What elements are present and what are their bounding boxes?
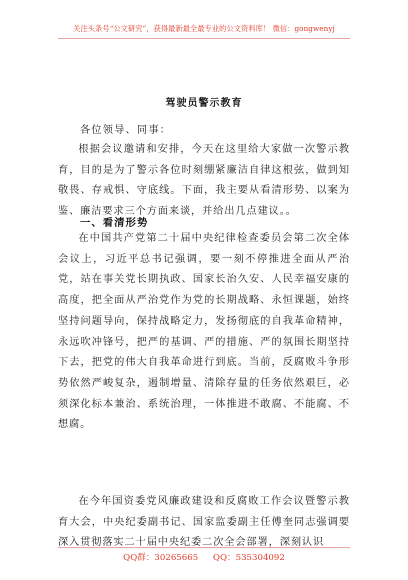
section-paragraph-continued: 在今年国资委党风廉政建设和反腐败工作会议暨警示教育大会，中央纪委副书记、国家监委副主任傅奎同志强调要深入贯彻落实二十届中央纪委二次全会部署，深刻认识 bbox=[58, 496, 350, 549]
salutation: 各位领导、同事： bbox=[80, 125, 172, 136]
footer-qq-contact: QQ：535304092 bbox=[212, 553, 285, 563]
section-paragraph: 在中国共产党第二十届中央纪律检查委员会第二次全体会议上，习近平总书记强调，要一刻不停推进全面从严治党，站在事关党长期执政、国家长治久安、人民幸福安康的高度，把全面从严治党作为党的长期战略、永恒课题，始终坚持问题导向，保持战略定力，发扬彻底的自我革命精神，永远吹冲锋号，把严的基调、严的措施、严的氛围长期坚持下去，把党的伟大自我革命进行到底。当前，反腐败斗争形势依然严峻复杂，遏制增量、清除存量的任务依然艰巨，必须深化标本兼治、系统治理，一体推进不敢腐、不能腐、不想腐。 bbox=[58, 233, 350, 431]
footer bbox=[0, 551, 408, 563]
footer-divider bbox=[58, 547, 350, 548]
footer-qq-group: QQ群：30265665 bbox=[123, 553, 199, 563]
section-heading: 一、看清形势 bbox=[80, 217, 149, 229]
header-divider bbox=[58, 38, 350, 39]
header-banner: 关注头条号“公文研究”，获得最新最全最专业的公文资料库！ 微信：gongwenyj bbox=[73, 24, 335, 33]
document-title: 驾驶员警示教育 bbox=[165, 98, 243, 109]
intro-paragraph: 根据会议邀请和安排，今天在这里给大家做一次警示教育，目的是为了警示各位时刻绷紧廉洁自律这根弦，做到知敬畏、存戒惧、守底线。下面，我主要从看清形势、以案为鉴、廉洁要求三个方面来谈，并给出几点建议。。 bbox=[58, 144, 350, 218]
